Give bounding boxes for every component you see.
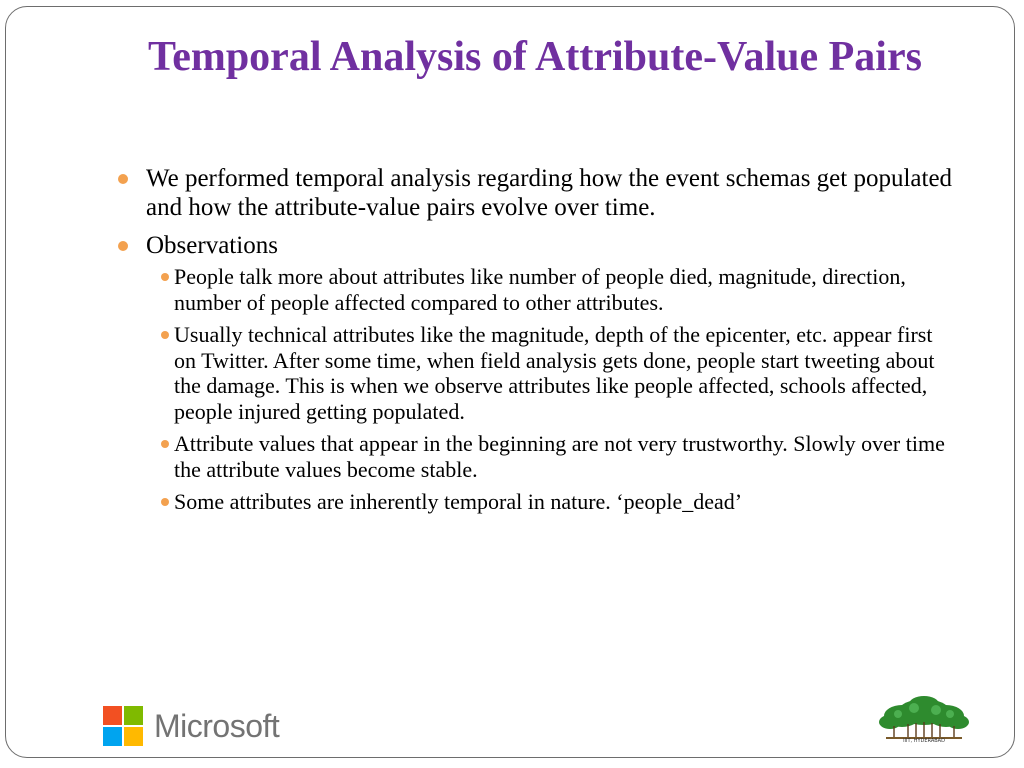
sub-bullet-item — [146, 322, 953, 424]
bullet-dot-icon — [161, 273, 169, 281]
bullet-dot-icon — [118, 174, 128, 184]
iiit-caption: IIIT, HYDERABAD — [903, 738, 945, 744]
bullet-dot-icon — [118, 241, 128, 251]
sub-bullet-text: Some attributes are inherently temporal in nature. ‘people_dead’ — [174, 489, 743, 514]
sub-bullet-item — [146, 431, 953, 482]
bullet-list — [118, 164, 953, 524]
sub-bullet-text: Usually technical attributes like the magnitude, depth of the epicenter, etc. appear first on Twitter. After some time, when field analysis gets done, people start tweeting about the damage. This is when we observe attributes like people affected, schools affected, people injured getting populated. — [174, 322, 935, 424]
microsoft-logo — [103, 706, 279, 746]
microsoft-square — [103, 706, 122, 725]
microsoft-square — [103, 727, 122, 746]
sub-bullet-list — [146, 264, 953, 515]
bullet-text: Observations — [146, 232, 278, 259]
sub-bullet-text: Attribute values that appear in the beginning are not very trustworthy. Slowly over time the attribute values become stable. — [174, 431, 945, 482]
microsoft-wordmark: Microsoft — [154, 707, 280, 744]
sub-bullet-item — [146, 264, 953, 315]
slide-title: Temporal Analysis of Attribute-Value Pairs — [148, 34, 922, 80]
bullet-dot-icon — [161, 498, 169, 506]
bullet-dot-icon — [161, 440, 169, 448]
sub-bullet-text: People talk more about attributes like number of people died, magnitude, direction, number of people affected compared to other attributes. — [174, 264, 906, 315]
banyan-tree-icon — [878, 696, 970, 754]
sub-bullet-item — [146, 489, 953, 515]
bullet-item — [118, 231, 953, 515]
microsoft-square — [124, 706, 143, 725]
microsoft-square — [124, 727, 143, 746]
microsoft-squares-icon — [103, 706, 143, 746]
bullet-dot-icon — [161, 331, 169, 339]
bullet-text: We performed temporal analysis regarding how the event schemas get populated and how the attribute-value pairs evolve over time. — [146, 165, 953, 221]
bullet-item — [118, 164, 953, 222]
